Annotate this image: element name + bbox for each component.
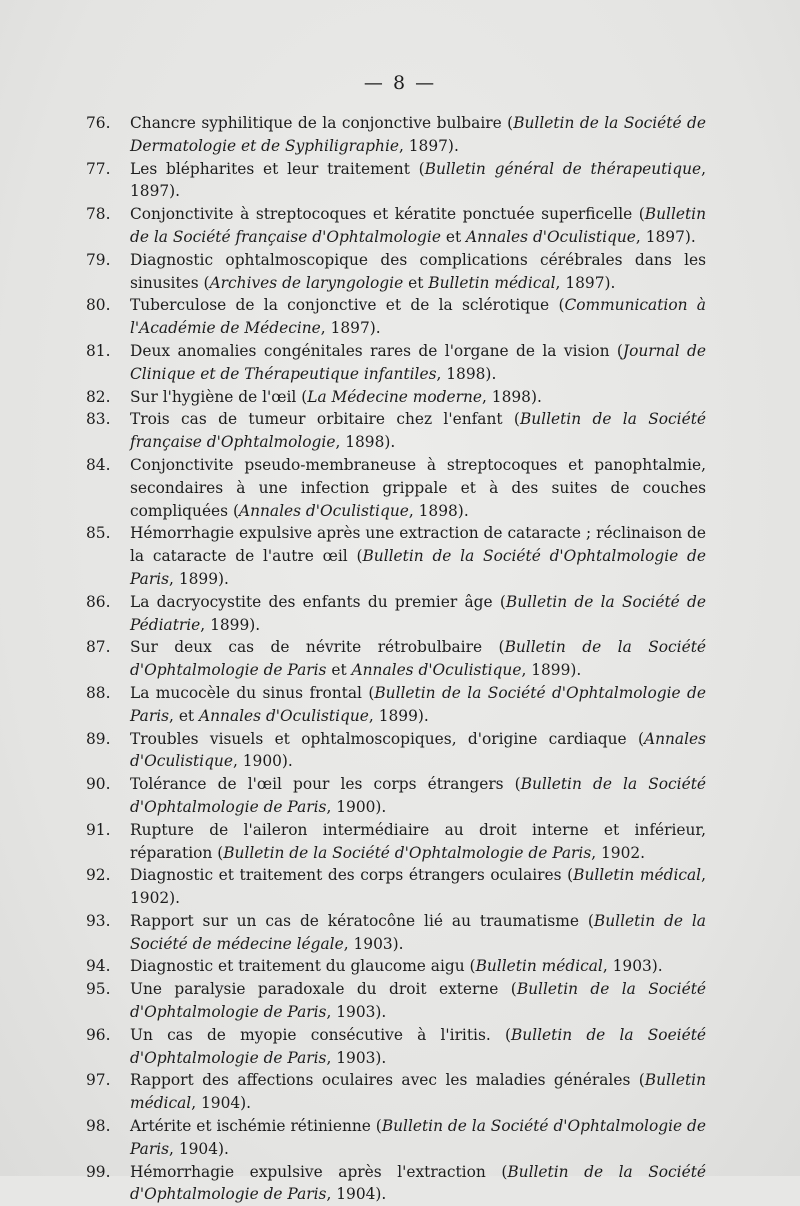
bibliography-entry — [86, 522, 706, 590]
publication-title: Bulletin médical — [428, 273, 556, 292]
entry-text — [130, 342, 706, 383]
publication-title: Annales d'Oculistique — [351, 661, 522, 680]
publication-title: Annales d'Oculistique — [466, 227, 636, 246]
entry-number: 84. — [86, 455, 111, 474]
entry-text — [130, 1026, 706, 1067]
publication-title: Archives de laryngologie — [209, 273, 404, 292]
entry-number: 87. — [86, 638, 111, 657]
publication-title: Bulletin de la Société d'Ophtalmologie de Paris — [130, 775, 706, 816]
entry-text-part: et — [403, 273, 429, 292]
entry-number: 86. — [86, 592, 111, 611]
entry-text-part: Diagnostic et traitement du glaucome aigu ( — [130, 957, 476, 976]
entry-text-part: Trois cas de tumeur orbitaire chez l'enfant ( — [130, 410, 520, 429]
entry-text-part: Deux anomalies congénitales rares de l'organe de la vision ( — [130, 341, 623, 360]
entry-text-part: Rapport sur un cas de kératocône lié au traumatisme ( — [130, 911, 594, 930]
entry-text-part: , 1897). — [635, 227, 696, 246]
entry-text-part: , 1903). — [326, 1003, 387, 1022]
bibliography-entry — [86, 454, 706, 522]
bibliography-entry — [86, 864, 706, 910]
entry-text-part: Un cas de myopie consécutive à l'iritis. ( — [130, 1025, 511, 1044]
entry-number: 77. — [86, 159, 111, 178]
entry-text-part: Troubles visuels et ophtalmoscopiques, d'origine cardiaque ( — [130, 729, 644, 748]
publication-title: Bulletin de la Société d'Ophtalmologie de Paris — [223, 843, 592, 862]
bibliography-entry — [86, 773, 706, 819]
entry-text-part: , 1904). — [326, 1185, 387, 1204]
publication-title: Bulletin de la Société d'Ophtalmologie de Paris — [130, 683, 706, 725]
publication-title: Bulletin médical — [573, 866, 702, 885]
entry-text-part: Diagnostic et traitement des corps étrangers oculaires ( — [130, 866, 574, 885]
entry-text — [130, 1163, 706, 1204]
publication-title: Annales d'Oculistique — [238, 501, 409, 520]
entry-number: 80. — [86, 296, 111, 315]
entry-text-part: , 1904). — [191, 1094, 252, 1113]
entry-text — [130, 296, 706, 337]
publication-title: Bulletin de la Soeiété d'Ophtalmologie de Paris — [130, 1025, 707, 1067]
entry-text-part: , 1898). — [335, 433, 396, 452]
entry-text-part: , 1898). — [482, 387, 542, 406]
publication-title: Annales d'Oculistique — [199, 706, 369, 725]
entry-number: 91. — [86, 820, 111, 839]
bibliography-entry — [86, 408, 706, 454]
bibliography-entry — [86, 636, 706, 682]
entry-number: 97. — [86, 1071, 111, 1090]
entry-text-part: Tuberculose de la conjonctive et de la sclérotique ( — [130, 296, 565, 315]
bibliography-entry — [86, 910, 706, 956]
entry-number: 96. — [86, 1025, 111, 1044]
entry-number: 94. — [86, 957, 111, 976]
entry-text-part: Rapport des affections oculaires avec les maladies générales ( — [130, 1071, 645, 1090]
entry-number: 83. — [86, 410, 111, 429]
publication-title: Bulletin de la Société d'Ophtalmologie de Paris — [130, 1162, 707, 1204]
entry-text — [130, 730, 706, 771]
entry-text — [130, 775, 706, 816]
entry-number: 79. — [86, 250, 111, 269]
entry-text — [130, 593, 706, 634]
entry-text — [130, 410, 706, 451]
bibliography-entry — [86, 158, 706, 204]
entry-text-part: , 1898). — [408, 501, 469, 520]
entry-text — [130, 1117, 706, 1158]
page-number: — 8 — — [363, 72, 437, 94]
entry-text — [130, 980, 706, 1021]
entry-text-part: et — [326, 661, 352, 680]
bibliography-entry — [86, 819, 706, 865]
entry-text-part: , 1899). — [169, 569, 229, 588]
entry-text-part: , et — [169, 706, 200, 725]
bibliography-entry — [86, 978, 706, 1024]
entry-text-part: , 1899). — [368, 706, 429, 725]
bibliography-entry — [86, 386, 706, 409]
entry-text-part: , 1904). — [169, 1139, 229, 1158]
entry-text-part: Hémorrhagie expulsive après l'extraction ( — [130, 1162, 508, 1181]
entry-text-part: Les blépharites et leur traitement ( — [130, 159, 425, 178]
bibliography-entry — [86, 294, 706, 340]
bibliography-entry — [86, 112, 706, 158]
entry-text-part: , 1900). — [326, 797, 387, 816]
entry-text — [130, 821, 706, 862]
entry-text-part: Sur deux cas de névrite rétrobulbaire ( — [130, 638, 505, 657]
bibliography-entry — [86, 1115, 706, 1161]
entry-number: 85. — [86, 524, 111, 543]
bibliography-entry — [86, 728, 706, 774]
entry-text — [130, 1071, 706, 1112]
entry-number: 82. — [86, 387, 111, 406]
entry-text — [130, 388, 542, 406]
entry-text-part: , 1898). — [436, 364, 497, 383]
entry-number: 76. — [86, 114, 111, 132]
entry-text-part: , 1897). — [555, 273, 616, 292]
entry-text-part: , 1899). — [521, 661, 582, 680]
entry-text-part: Sur l'hygiène de l'œil ( — [130, 387, 308, 406]
entry-text-part: Conjonctivite pseudo-membraneuse à streptocoques et panophtalmie, secondaires à une infection grippale et à des suites de couches compliquées ( — [130, 455, 706, 520]
entry-text-part: Hémorrhagie expulsive après une extraction de cataracte ; réclinaison de la cataracte de l'autre œil ( — [130, 524, 706, 566]
publication-title: Journal de Clinique et de Thérapeutique infantiles — [130, 341, 706, 383]
entry-text-part: , 1897). — [320, 319, 381, 338]
entry-text-part: , 1897). — [398, 136, 459, 155]
entry-text-part: , 1900). — [232, 752, 293, 771]
publication-title: Annales d'Oculistique — [130, 729, 706, 771]
publication-title: Bulletin médical — [475, 957, 603, 976]
publication-title: La Médecine moderne — [307, 387, 483, 406]
entry-text-part: Une paralysie paradoxale du droit externe ( — [130, 980, 517, 999]
entry-text-part: , 1897). — [130, 159, 706, 201]
entry-number: 90. — [86, 775, 111, 794]
entry-text — [130, 866, 706, 907]
publication-title: Bulletin de la Société française d'Ophtalmologie — [130, 205, 706, 246]
entry-text-part: Rupture de l'aileron intermédiaire au droit interne et inférieur, réparation ( — [130, 820, 706, 862]
publication-title: Bulletin de la Société d'Ophtalmologie de Paris — [130, 638, 706, 680]
entry-number: 88. — [86, 683, 111, 702]
entry-text — [130, 638, 706, 679]
entry-text — [130, 205, 706, 246]
bibliography-entry — [86, 1161, 706, 1206]
publication-title: Bulletin de la Société de Pédiatrie — [130, 592, 706, 634]
entry-text-part: , 1899). — [200, 615, 261, 634]
entry-number: 81. — [86, 341, 111, 360]
entry-text — [130, 524, 706, 588]
entry-text-part: et — [440, 227, 467, 246]
entry-number: 99. — [86, 1162, 111, 1181]
publication-title: Bulletin de la Société de Dermatologie et de Syphiligraphie — [130, 114, 706, 155]
publication-title: Bulletin général de thérapeutique — [424, 159, 702, 178]
entry-text — [130, 251, 706, 292]
entry-text-part: La mucocèle du sinus frontal ( — [130, 683, 375, 702]
entry-number: 78. — [86, 205, 111, 224]
entry-text-part: Tolérance de l'œil pour les corps étrangers ( — [130, 775, 521, 794]
publication-title: Bulletin de la Société d'Ophtalmologie de Paris — [130, 547, 706, 588]
bibliography-entry — [86, 955, 706, 978]
publication-title: Bulletin médical — [130, 1071, 706, 1113]
entry-number: 89. — [86, 729, 111, 748]
entry-text — [130, 912, 706, 953]
entry-number: 92. — [86, 866, 111, 885]
entry-text-part: Conjonctivite à streptocoques et kératite ponctuée superficelle ( — [130, 205, 645, 224]
entry-text-part: , 1903). — [343, 934, 404, 953]
bibliography-entry — [86, 1069, 706, 1115]
entry-text — [130, 957, 663, 975]
entry-text — [130, 160, 706, 201]
entry-text-part: Chancre syphilitique de la conjonctive bulbaire ( — [130, 114, 514, 132]
entry-text-part: , 1903). — [326, 1048, 387, 1067]
entry-text-part: Artérite et ischémie rétinienne ( — [130, 1117, 382, 1136]
publication-title: Communication à l'Académie de Médecine — [130, 296, 706, 338]
entry-text — [130, 684, 706, 725]
entry-text-part: , 1902. — [591, 843, 646, 862]
entry-number: 95. — [86, 980, 111, 999]
entry-number: 93. — [86, 911, 111, 930]
publication-title: Bulletin de la Société de médecine légale — [130, 911, 706, 953]
entry-text — [130, 456, 706, 520]
bibliography-entry — [86, 591, 706, 637]
entry-text-part: La dacryocystite des enfants du premier âge ( — [130, 592, 506, 611]
bibliography-entry — [86, 203, 706, 249]
entry-text-part: , 1902). — [130, 866, 707, 908]
bibliography-entry — [86, 682, 706, 728]
publication-title: Bulletin de la Société d'Ophtalmologie de Paris — [130, 1117, 706, 1158]
bibliography-entry — [86, 249, 706, 295]
publication-title: Bulletin de la Société d'Ophtalmologie de Paris — [130, 980, 707, 1022]
entry-text — [130, 114, 706, 155]
entry-number: 98. — [86, 1117, 111, 1136]
bibliography-entry — [86, 340, 706, 386]
bibliography-entry — [86, 1024, 706, 1070]
entry-text-part: Diagnostic ophtalmoscopique des complications cérébrales dans les sinusites ( — [130, 250, 706, 292]
entry-text-part: , 1903). — [602, 957, 663, 976]
bibliography-list — [86, 112, 706, 1206]
publication-title: Bulletin de la Société française d'Ophtalmologie — [130, 410, 706, 452]
